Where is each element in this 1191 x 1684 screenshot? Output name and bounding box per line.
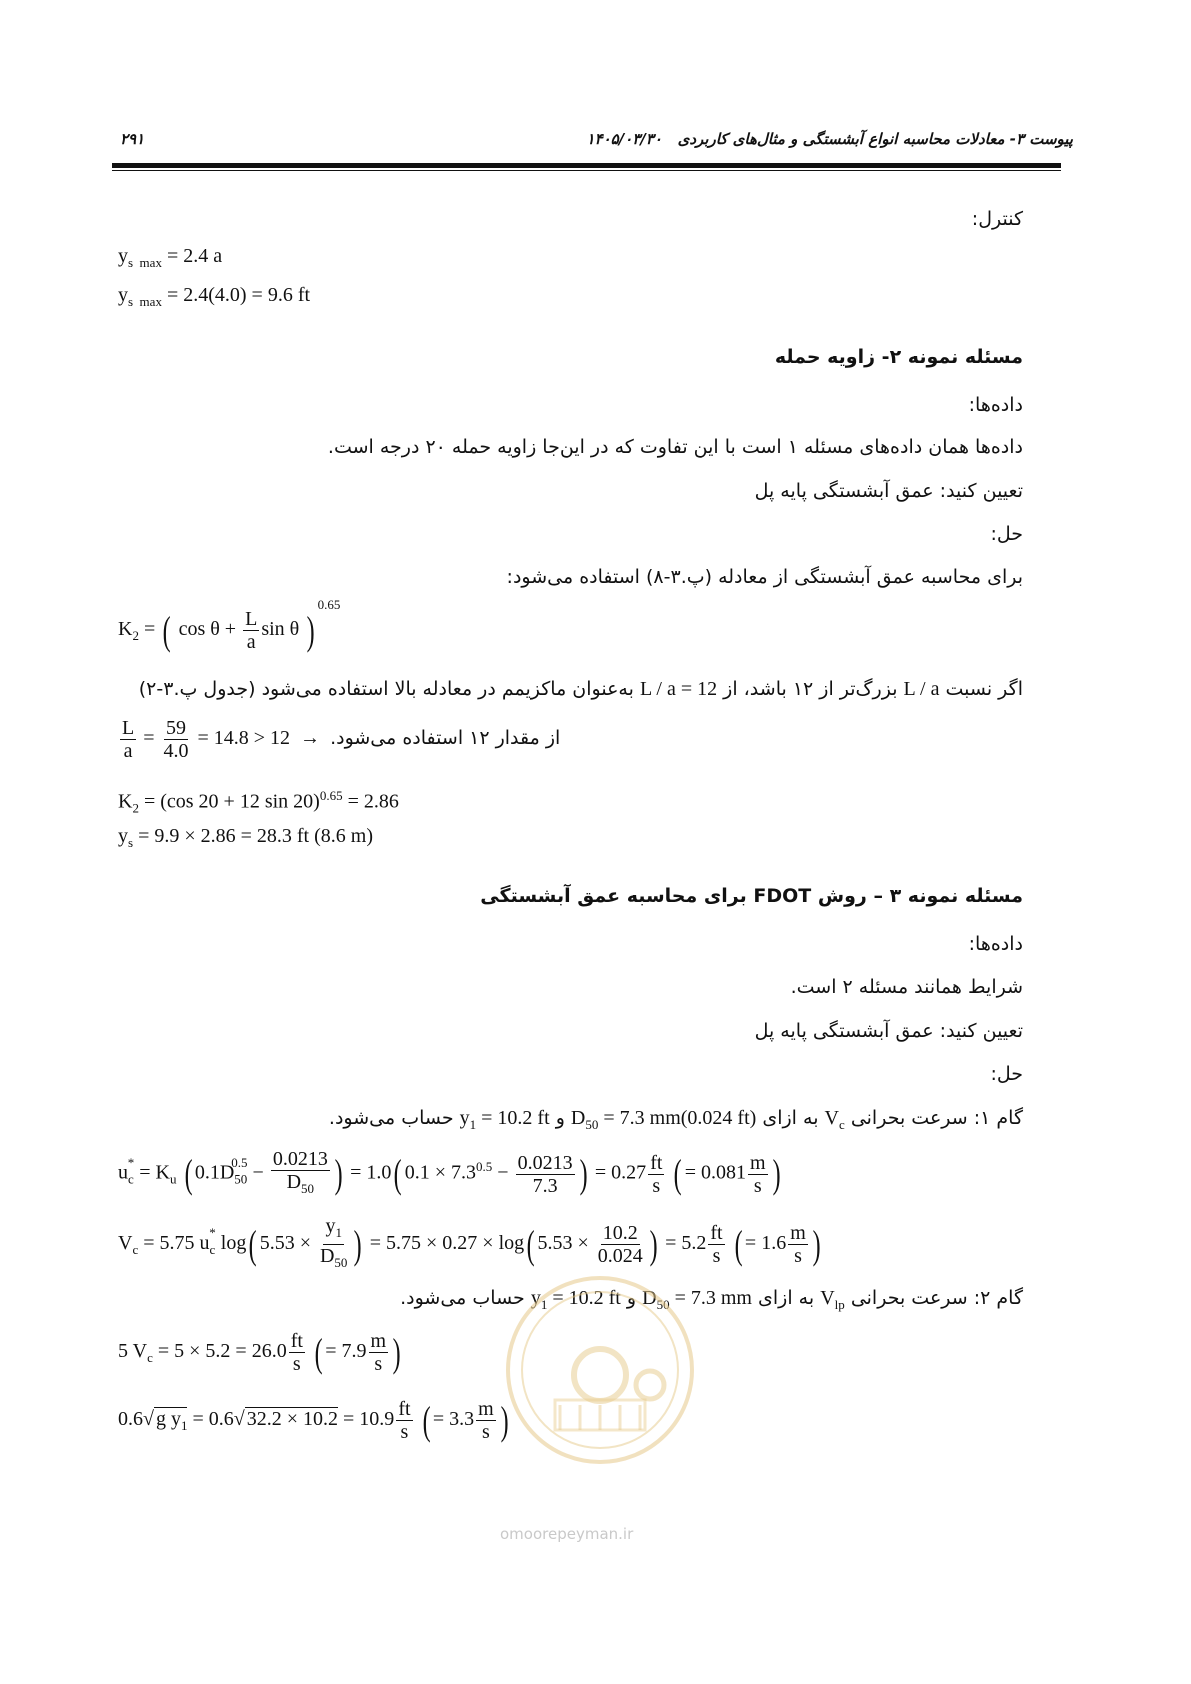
ratio-note-a: اگر نسبت xyxy=(945,678,1023,700)
ys-value: $y_s = 9.9 \times 2.86 = 28.3$ ft (8.6 m) xyxy=(118,825,373,850)
header-rule-thin xyxy=(112,170,1061,171)
ratio-calc-tail: از مقدار ۱۲ استفاده می‌شود. xyxy=(330,727,561,750)
five-vc-equation: 5 $V_c = 5 \times 5.2 = 26.0$ $\frac{ft}{s}$ ( = 7.9 $\frac{m}{s}$ ) xyxy=(118,1329,401,1375)
problem3-determine: تعیین کنید: عمق آبشستگی پایه پل xyxy=(754,1020,1023,1042)
problem2-heading: مسئله نمونه ۲- زاویه حمله xyxy=(774,346,1023,368)
step2-var-d50: $D_{50} = 7.3$ mm xyxy=(642,1287,752,1312)
step1-var-d50: $D_{50} = 7.3$ mm(0.024 ft) xyxy=(570,1107,757,1132)
running-header xyxy=(587,130,1074,148)
page-number: ۲۹۱ xyxy=(120,130,145,148)
ratio-note xyxy=(139,675,1023,703)
watermark-text: omoorepeyman.ir xyxy=(500,1525,634,1543)
control-label: کنترل: xyxy=(971,208,1023,230)
problem3-data-text: شرایط همانند مسئله ۲ است. xyxy=(790,976,1023,998)
problem3-heading: مسئله نمونه ۳ – روش FDOT برای محاسبه عمق آبشستگی xyxy=(480,885,1023,907)
step1-line xyxy=(329,1104,1023,1139)
problem2-solution-label: حل: xyxy=(990,523,1023,545)
ratio-var: L / a xyxy=(903,678,940,700)
problem2-data-text: داده‌ها همان داده‌های مسئله ۱ است با این تفاوت که در این‌جا زاویه حمله ۲۰ درجه است. xyxy=(327,436,1023,458)
watermark-seal xyxy=(500,1270,700,1470)
step1-var-y1: $y_1 = 10.2$ ft xyxy=(459,1107,550,1132)
ratio-note-b: بزرگ‌تر از ۱۲ باشد، از xyxy=(723,678,898,700)
step2-b: به ازای xyxy=(758,1287,815,1309)
uc-equation: $u_c^* = K_u$ ( $0.1D_{50}^{0.5}$ − $\frac{0.0213}{D_{50}}$ ) = 1.0( $0.1 \times 7.3^{0.5}$ − $\frac{0.0213}{7.3}$ ) = 0.27 $\frac{ft}{s}$ ( = 0.081 $\frac{m}{s}$ ) xyxy=(118,1148,781,1197)
problem2-solution-text: برای محاسبه عمق آبشستگی از معادله (پ.۳-۸) استفاده می‌شود: xyxy=(506,566,1023,588)
step1-a: گام ۱: سرعت بحرانی xyxy=(850,1107,1023,1129)
control-equation-2: $y_{s max} = 2.4(4.0) = 9.6$ ft xyxy=(118,284,311,309)
step2-line xyxy=(400,1284,1023,1319)
step1-b: به ازای xyxy=(762,1107,819,1129)
step1-d: حساب می‌شود. xyxy=(328,1107,454,1129)
header-date: ۱۴۰۵/۰۳/۳۰ xyxy=(586,130,662,148)
header-rule-thick xyxy=(112,163,1061,168)
ratio-calc: $\frac{L}{a}$ = $\frac{59}{4.0}$ = 14.8 > 12 → از مقدار ۱۲ استفاده می‌شود. xyxy=(122,717,561,762)
step1-var-vc: $V_c$ xyxy=(824,1107,845,1132)
ratio-note-c: به‌عنوان ماکزیمم در معادله بالا استفاده می‌شود (جدول پ.۳-۲) xyxy=(138,678,634,700)
problem2-data-label: داده‌ها: xyxy=(968,394,1023,416)
step1-c: و xyxy=(555,1107,565,1129)
step2-d: حساب می‌شود. xyxy=(400,1287,525,1309)
vc-equation: $V_c = 5.75$ $u_c^*$ log( 5.53 × $\frac{y_1}{D_{50}}$ ) = 5.75 × 0.27 × log( 5.53 × $\frac{10.2}{0.024}$ ) = 5.2 $\frac{ft}{s}$ ( = 1.6 $\frac{m}{s}$ ) xyxy=(118,1215,821,1270)
k2-formula: $K_2$ = ( cos θ + $\frac{L}{a}$ sin θ )$^{0.65}$ xyxy=(118,597,341,653)
problem3-data-label: داده‌ها: xyxy=(968,933,1023,955)
k2-value: $K_2 = (\cos$ 20 + 12 sin 20)$^{0.65}$ = 2.86 xyxy=(118,788,399,816)
sqrt-equation: 0.6√ g $y_1 = 0.6√$ 32.2 × 10.2 = 10.9 $\frac{ft}{s}$ ( = 3.3 $\frac{m}{s}$ ) xyxy=(118,1397,509,1443)
step2-var-vlp: $V_{lp}$ xyxy=(820,1287,845,1312)
problem2-determine: تعیین کنید: عمق آبشستگی پایه پل xyxy=(754,480,1023,502)
problem3-solution-label: حل: xyxy=(990,1063,1023,1085)
step2-c: و xyxy=(626,1287,637,1309)
ratio-max: L / a = 12 xyxy=(639,678,718,700)
header-title: پیوست ۳- معادلات محاسبه انواع آبشستگی و مثال‌های کاربردی xyxy=(677,130,1073,148)
step2-a: گام ۲: سرعت بحرانی xyxy=(850,1287,1023,1309)
step2-var-y1: $y_1 = 10.2$ ft xyxy=(530,1287,621,1312)
control-equation-1: $y_{s max} = 2.4$ a xyxy=(118,245,223,270)
